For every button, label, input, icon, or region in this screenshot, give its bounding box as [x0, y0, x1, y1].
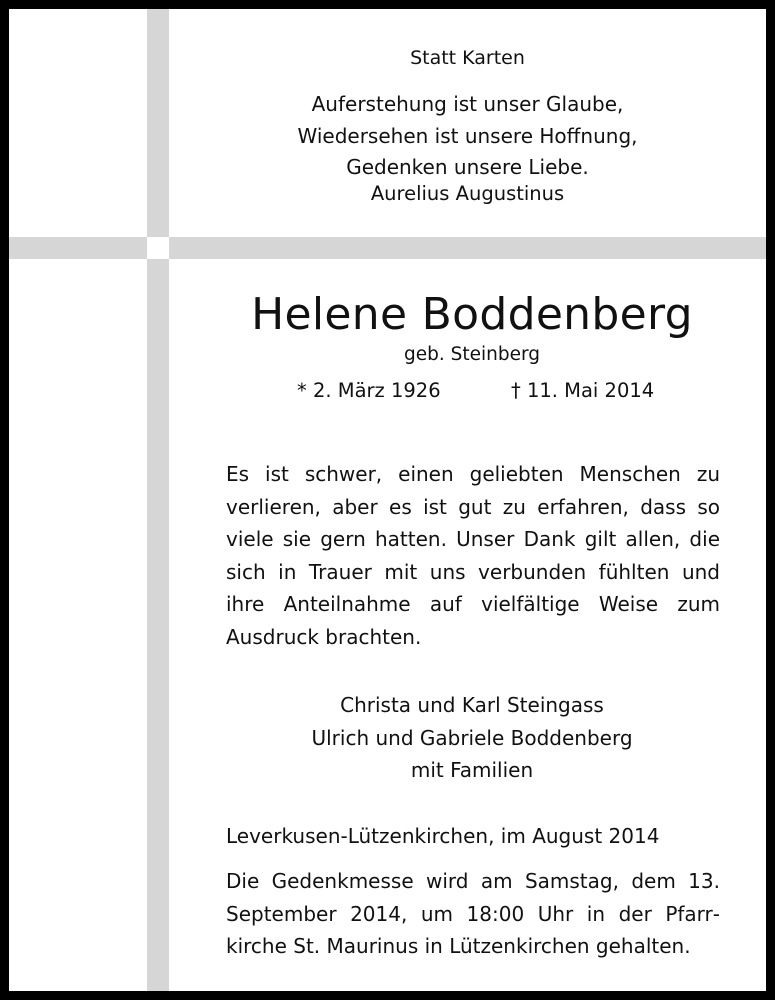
- cross-center-gap: [147, 237, 169, 259]
- signer-line: mit Familien: [410, 758, 534, 782]
- quote: [169, 89, 766, 184]
- birth-name: geb. Steinberg: [403, 344, 541, 365]
- memorial-mass-paragraph: Die Gedenkmesse wird am Samstag, dem 13. September 2014, um 18:00 Uhr in der Pfarrkirche St. Maurinus in Lützenkirchen gehalten.: [226, 869, 720, 958]
- quote-line: Gedenken unsere Liebe.: [346, 155, 589, 179]
- quote-line: Auferstehung ist unser Glaube,: [311, 92, 624, 116]
- signer-line: Ulrich und Gabriele Boddenberg: [311, 725, 633, 750]
- header-statt-karten: Statt Karten: [410, 47, 525, 69]
- thanks-paragraph: Es ist schwer, einen geliebten Menschen zu verlieren, aber es ist gut zu erfahren, dass so viele sie gern hatten. Unser Dank gilt allen, die sich in Trauer mit uns verbunden fühlten und ihre Anteilnahme auf vielfältige Weise zum Ausdruck brachten.: [226, 462, 720, 649]
- quote-author: Aurelius Augustinus: [370, 182, 565, 205]
- cross-horizontal-bar: [9, 237, 766, 259]
- birth-date: * 2. März 1926: [297, 379, 441, 402]
- cross-vertical-bar: [147, 9, 169, 991]
- place-date: Leverkusen-Lützenkirchen, im August 2014: [226, 824, 660, 848]
- quote-line: Wiedersehen ist unsere Hoffnung,: [297, 123, 638, 148]
- deceased-name: Helene Boddenberg: [251, 289, 693, 340]
- signer-line: Christa und Karl Steingass: [340, 693, 604, 717]
- signers: [217, 689, 727, 787]
- death-date: † 11. Mai 2014: [511, 379, 655, 402]
